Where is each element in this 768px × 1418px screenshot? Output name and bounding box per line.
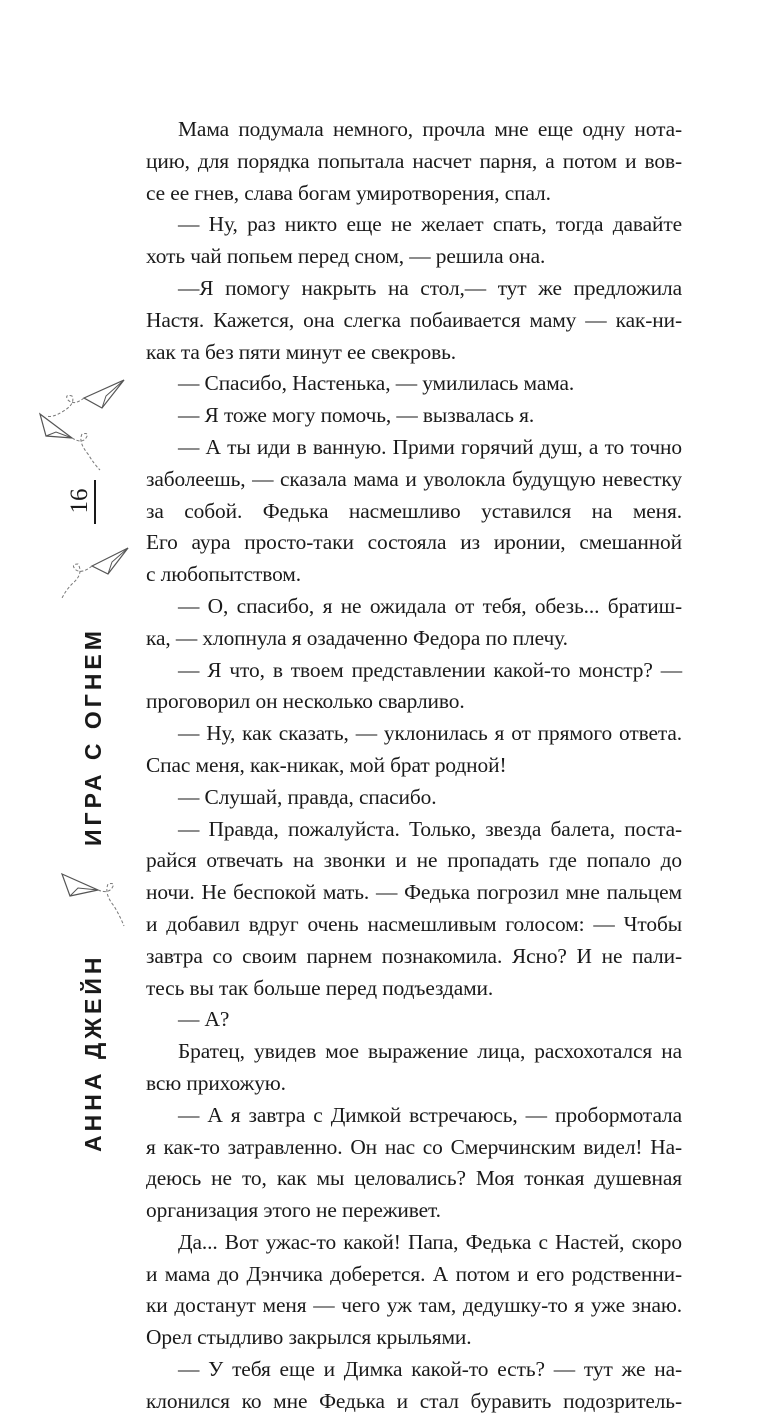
text-line: Настя. Кажется, она слегка побаивается маму — как-ни-	[146, 307, 682, 332]
text-line: — Ну, как сказать, — уклонилась я от прямого ответа.	[178, 721, 682, 746]
text-line: организация этого не переживет.	[146, 1198, 441, 1223]
text-line: завтра со своим парнем познакомила. Ясно? И не пали-	[146, 943, 682, 968]
body-text	[146, 114, 682, 1418]
text-line: цию, для порядка попытала насчет парня, а потом и вов-	[146, 148, 682, 173]
text-line: я как-то затравленно. Он нас со Смерчинским видел! На-	[146, 1134, 682, 1159]
author-name: АННА ДЖЕЙН	[80, 953, 106, 1152]
text-line: за собой. Федька насмешливо уставился на меня.	[146, 498, 682, 523]
paper-plane-icon	[36, 408, 106, 478]
text-line: тесь вы так больше перед подъездами.	[146, 975, 494, 1000]
text-line: с любопытством.	[146, 562, 301, 587]
page-number-rule	[94, 480, 96, 524]
text-line: хоть чай попьем перед сном, — решила она.	[146, 244, 546, 269]
text-line: Мама подумала немного, прочла мне еще одну нота-	[178, 117, 682, 141]
text-line: ночи. Не беспокой мать. — Федька погрозил мне пальцем	[146, 880, 682, 905]
text-line: — А я завтра с Димкой встречаюсь, — пробормотала	[178, 1102, 682, 1127]
text-line: — Спасибо, Настенька, — умилилась мама.	[178, 371, 575, 396]
text-line: — А ты иди в ванную. Прими горячий душ, а то точно	[178, 434, 682, 459]
text-line: Его аура просто-таки состояла из иронии, смешанной	[146, 530, 682, 555]
text-line: — У тебя еще и Димка какой-то есть? — тут же на-	[178, 1357, 682, 1382]
paper-plane-icon	[58, 544, 132, 604]
text-line: Спас меня, как-никак, мой брат родной!	[146, 752, 507, 777]
text-line: ка, — хлопнула я озадаченно Федора по плечу.	[146, 625, 568, 650]
page-margin	[0, 0, 140, 1240]
text-line: ки достанут меня — чего уж там, дедушку-то я уже знаю.	[146, 1293, 682, 1318]
text-line: заболеешь, — сказала мама и уволокла будущую невестку	[146, 466, 682, 491]
text-line: и мама до Дэнчика доберется. А потом и его родственни-	[146, 1261, 682, 1286]
text-line: всю прихожую.	[146, 1070, 286, 1095]
page-number: 16	[66, 488, 93, 514]
text-line: — Слушай, правда, спасибо.	[178, 784, 437, 809]
text-line: райся отвечать на звонки и не пропадать где попало до	[146, 848, 682, 873]
text-line: се ее гнев, слава богам умиротворения, спал.	[146, 180, 551, 205]
paper-plane-icon	[58, 866, 132, 932]
text-line: — О, спасибо, я не ожидала от тебя, обезь... братиш-	[178, 593, 682, 618]
text-line: Орел стыдливо закрылся крыльями.	[146, 1325, 472, 1350]
text-line: как та без пяти минут ее свекровь.	[146, 339, 457, 364]
text-line: — Я тоже могу помочь, — вызвалась я.	[178, 403, 535, 428]
text-line: клонился ко мне Федька и стал буравить подозритель-	[146, 1388, 682, 1413]
text-line: — Правда, пожалуйста. Только, звезда балета, поста-	[178, 816, 682, 841]
text-line: —Я помогу накрыть на стол,— тут же предложила	[178, 275, 682, 300]
text-line: — Ну, раз никто еще не желает спать, тогда давайте	[178, 212, 682, 237]
text-line: деюсь не то, как мы целовались? Моя тонкая душевная	[146, 1166, 682, 1191]
text-line: — Я что, в твоем представлении какой-то монстр? —	[178, 657, 682, 682]
text-line: Братец, увидев мое выражение лица, расхохотался на	[178, 1039, 682, 1064]
text-line: и добавил вдруг очень насмешливым голосом: — Чтобы	[146, 911, 682, 936]
text-line: Да... Вот ужас-то какой! Папа, Федька с Настей, скоро	[178, 1229, 682, 1254]
book-title: ИГРА С ОГНЕМ	[80, 627, 106, 846]
text-line: — А?	[178, 1007, 230, 1032]
text-line: проговорил он несколько сварливо.	[146, 689, 465, 714]
